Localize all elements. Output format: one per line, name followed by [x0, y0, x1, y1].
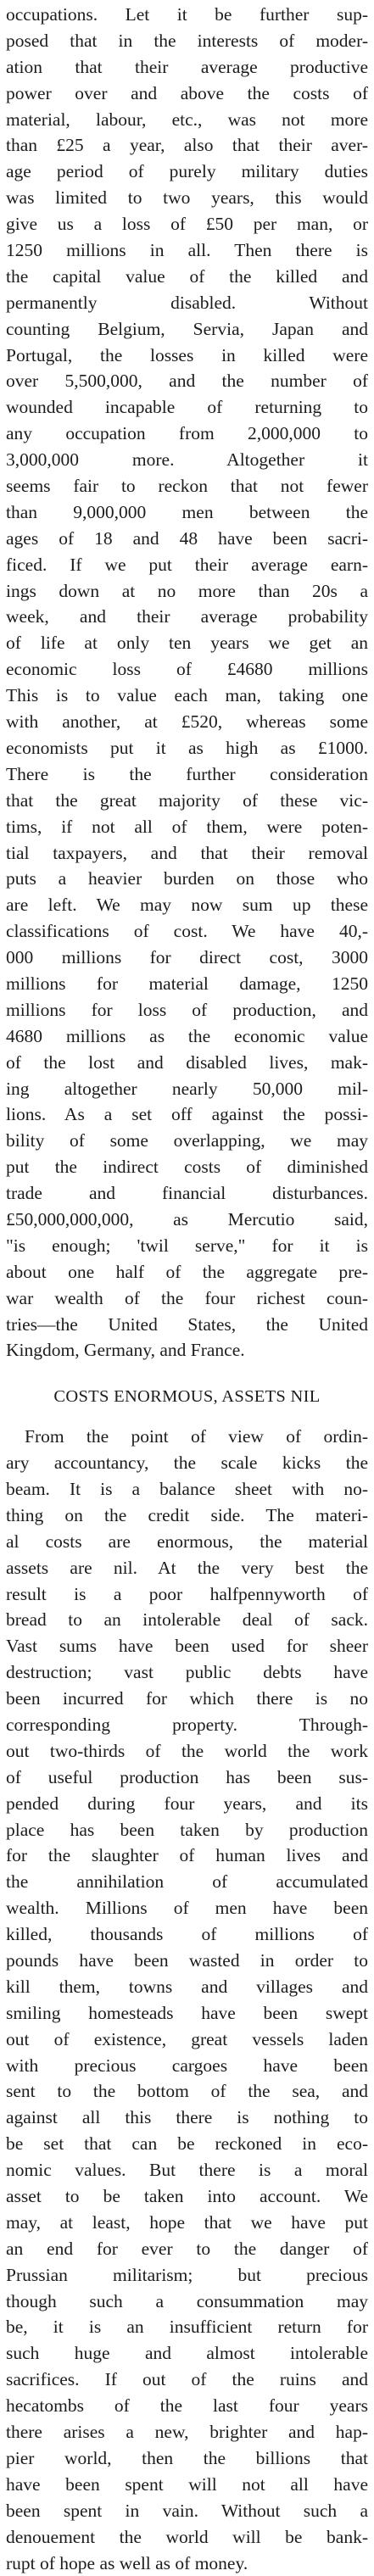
text-line: an end for ever to the danger of: [6, 2236, 368, 2262]
text-line: have been spent will not all have: [6, 2472, 368, 2498]
text-line: with precious cargoes have been: [6, 2053, 368, 2079]
text-line: was limited to two years, this would: [6, 185, 368, 211]
section-heading: COSTS ENORMOUS, ASSETS NIL: [6, 1384, 368, 1410]
text-line: wounded incapable of returning to: [6, 394, 368, 421]
text-line: sacrifices. If out of the ruins and: [6, 2367, 368, 2393]
text-line: "is enough; 'twil serve," for it is: [6, 1233, 368, 1259]
text-line: age period of purely military duties: [6, 159, 368, 185]
text-line: bility of some overlapping, we may: [6, 1128, 368, 1154]
text-line: pier world, then the billions that: [6, 2445, 368, 2472]
text-line: be, it is an insufficient return for: [6, 2314, 368, 2340]
text-line: against all this there is nothing to: [6, 2105, 368, 2131]
text-line: Portugal, the losses in killed were: [6, 343, 368, 369]
text-line: been incurred for which there is no: [6, 1686, 368, 1712]
text-line: rupt of hope as well as of money.: [6, 2551, 368, 2576]
text-line: permanently disabled. Without: [6, 290, 368, 316]
text-line: over 5,500,000, and the number of: [6, 368, 368, 394]
text-line: seems fair to reckon that not fewer: [6, 473, 368, 499]
article-column: [6, 2, 368, 2576]
text-line: pounds have been wasted in order to: [6, 1948, 368, 1974]
text-line: ation that their average productive: [6, 54, 368, 81]
text-line: of useful production has been sus-: [6, 1765, 368, 1791]
text-line: killed, thousands of millions of: [6, 1921, 368, 1948]
text-line: £50,000,000,000, as Mercutio said,: [6, 1207, 368, 1233]
text-line: out of existence, great vessels laden: [6, 2027, 368, 2053]
text-line: may, at least, hope that we have put: [6, 2210, 368, 2236]
text-line: kill them, towns and villages and: [6, 1974, 368, 2000]
text-line: assets are nil. At the very best the: [6, 1555, 368, 1581]
text-line: the capital value of the killed and: [6, 264, 368, 290]
text-line: economic loss of £4680 millions: [6, 656, 368, 683]
text-line: posed that in the interests of moder-: [6, 28, 368, 54]
text-line: millions for loss of production, and: [6, 997, 368, 1023]
text-line: 3,000,000 more. Altogether it: [6, 447, 368, 473]
text-line: about one half of the aggregate pre-: [6, 1259, 368, 1285]
text-line: though such a consummation may: [6, 2289, 368, 2315]
text-line: than 9,000,000 men between the: [6, 499, 368, 526]
text-line: with another, at £520, whereas some: [6, 709, 368, 735]
text-line: There is the further consideration: [6, 761, 368, 788]
text-line: asset to be taken into account. We: [6, 2183, 368, 2210]
text-line: puts a heavier burden on those who: [6, 866, 368, 892]
text-line: that the great majority of these vic-: [6, 788, 368, 814]
text-line: been spent in vain. Without such a: [6, 2498, 368, 2524]
text-line: classifications of cost. We have 40,-: [6, 918, 368, 945]
text-line: ing altogether nearly 50,000 mil-: [6, 1076, 368, 1102]
text-line: corresponding property. Through-: [6, 1712, 368, 1738]
text-line: be set that can be reckoned in eco-: [6, 2131, 368, 2157]
text-line: bread to an intolerable deal of sack.: [6, 1607, 368, 1633]
text-line: Kingdom, Germany, and France.: [6, 1337, 368, 1363]
text-line: ary accountancy, the scale kicks the: [6, 1450, 368, 1476]
text-line: tial taxpayers, and that their removal: [6, 840, 368, 867]
text-line: give us a loss of £50 per man, or: [6, 211, 368, 237]
text-line: ficed. If we put their average earn-: [6, 552, 368, 578]
text-line: This is to value each man, taking one: [6, 683, 368, 709]
text-line: ages of 18 and 48 have been sacri-: [6, 526, 368, 552]
text-line: lions. As a set off against the possi-: [6, 1101, 368, 1128]
text-line: week, and their average probability: [6, 604, 368, 630]
text-line: nomic values. But there is a moral: [6, 2157, 368, 2183]
text-line: counting Belgium, Servia, Japan and: [6, 316, 368, 343]
text-line: al costs are enormous, the material: [6, 1529, 368, 1555]
text-line: out two-thirds of the world the work: [6, 1738, 368, 1765]
text-line: tries—the United States, the United: [6, 1312, 368, 1338]
text-line: such huge and almost intolerable: [6, 2340, 368, 2367]
text-line: of the lost and disabled lives, mak-: [6, 1050, 368, 1076]
article-paragraph: [6, 2, 368, 1363]
text-line: any occupation from 2,000,000 to: [6, 421, 368, 447]
text-line: power over and above the costs of: [6, 81, 368, 107]
text-line: tims, if not all of them, were poten-: [6, 814, 368, 840]
article-paragraph: [6, 1424, 368, 2576]
text-line: the annihilation of accumulated: [6, 1869, 368, 1895]
text-line: there arises a new, brighter and hap-: [6, 2419, 368, 2445]
text-line: 4680 millions as the economic value: [6, 1023, 368, 1050]
text-line: denouement the world will be bank-: [6, 2524, 368, 2551]
text-line: place has been taken by production: [6, 1817, 368, 1843]
text-line: Prussian militarism; but precious: [6, 2262, 368, 2289]
text-line: pended during four years, and its: [6, 1791, 368, 1817]
text-line: 1250 millions in all. Then there is: [6, 237, 368, 264]
text-line: sent to the bottom of the sea, and: [6, 2078, 368, 2105]
text-line: of life at only ten years we get an: [6, 630, 368, 656]
text-line: hecatombs of the last four years: [6, 2393, 368, 2419]
text-line: for the slaughter of human lives and: [6, 1843, 368, 1869]
text-line: smiling homesteads have been swept: [6, 2000, 368, 2027]
text-line: Vast sums have been used for sheer: [6, 1633, 368, 1659]
text-line: destruction; vast public debts have: [6, 1659, 368, 1686]
text-line: ings down at no more than 20s a: [6, 578, 368, 605]
text-line: than £25 a year, also that their aver-: [6, 132, 368, 159]
text-line: occupations. Let it be further sup-: [6, 2, 368, 28]
text-line: economists put it as high as £1000.: [6, 735, 368, 761]
text-line: millions for material damage, 1250: [6, 971, 368, 997]
text-line: war wealth of the four richest coun-: [6, 1285, 368, 1312]
text-line: result is a poor halfpennyworth of: [6, 1581, 368, 1608]
text-line: 000 millions for direct cost, 3000: [6, 945, 368, 971]
text-line: put the indirect costs of diminished: [6, 1154, 368, 1180]
text-line: From the point of view of ordin-: [6, 1424, 368, 1450]
text-line: wealth. Millions of men have been: [6, 1895, 368, 1921]
text-line: beam. It is a balance sheet with no-: [6, 1476, 368, 1503]
text-line: thing on the credit side. The materi-: [6, 1503, 368, 1529]
text-line: are left. We may now sum up these: [6, 892, 368, 918]
text-line: trade and financial disturbances.: [6, 1180, 368, 1207]
text-line: material, labour, etc., was not more: [6, 107, 368, 133]
